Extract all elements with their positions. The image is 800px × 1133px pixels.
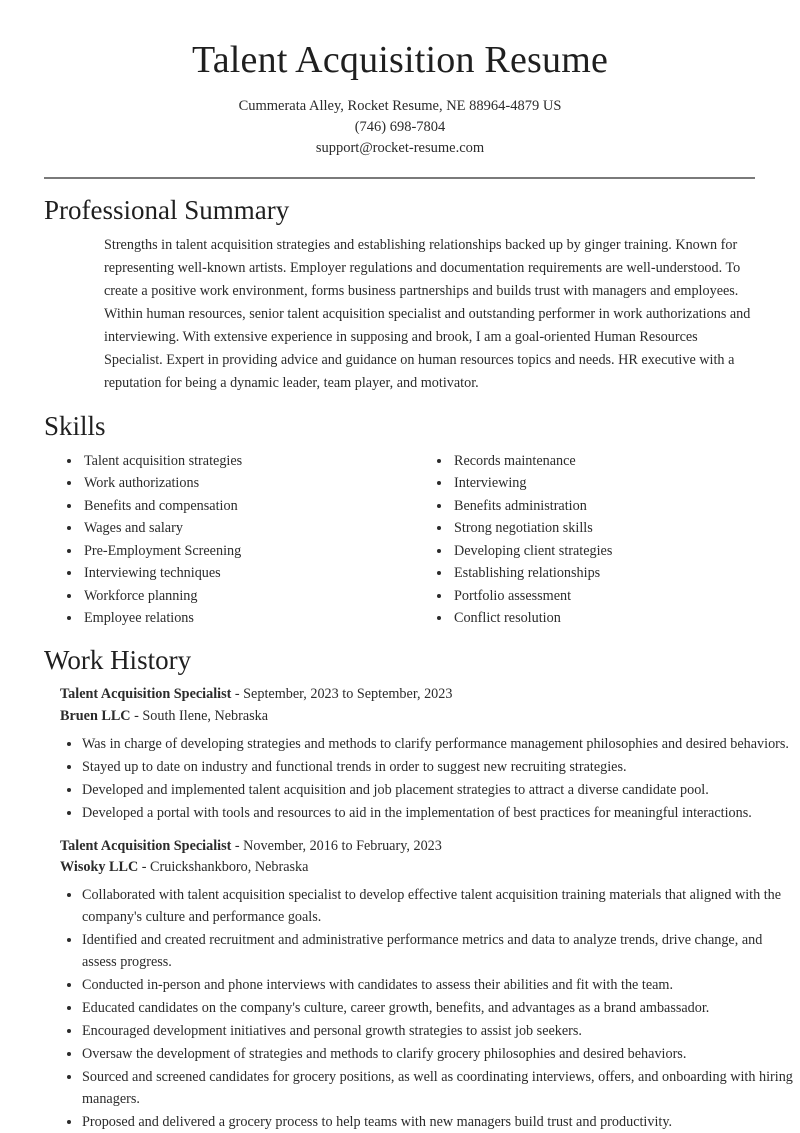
skill-item: • Benefits and compensation	[82, 495, 430, 517]
skill-item: • Work authorizations	[82, 472, 430, 494]
skill-item: • Conflict resolution	[452, 607, 800, 629]
skill-item: • Wages and salary	[82, 517, 430, 539]
skill-item: • Developing client strategies	[452, 540, 800, 562]
summary-text: Strengths in talent acquisition strategies and establishing relationships backed up by ginger training. Known for representing well-known artists. Employer regulations and documentation requirements are well-understood. To create a positive work environment, forms business partnerships and builds trust with managers and employees. Within human resources, senior talent acquisition specialist and outstanding performer in work authorizations and interviewing. With extensive experience in supposing and brook, I am a goal-oriented Human Resources Specialist. Expert in providing advice and guidance on human resources topics and needs. HR executive with a reputation for being a dynamic leader, team player, and motivator.	[104, 236, 751, 391]
job-bullet: • Was in charge of developing strategies and methods to clarify performance management philosophies and desired behaviors.	[82, 733, 800, 755]
work-history-section	[0, 645, 800, 676]
contact-phone: (746) 698-7804	[354, 118, 446, 135]
job-role: Talent Acquisition Specialist	[60, 837, 232, 854]
job-title-line	[60, 684, 800, 705]
job-bullet: • Identified and created recruitment and administrative performance metrics and data to analyze trends, drive change, and assess progress.	[82, 929, 800, 973]
job-bullet-list	[60, 884, 800, 1133]
job-company: Wisoky LLC	[60, 858, 139, 875]
skill-item: • Benefits administration	[452, 495, 800, 517]
section-heading-skills: Skills	[44, 410, 106, 441]
job-company-line	[60, 857, 800, 878]
job-bullet-list	[60, 733, 800, 824]
job-bullet: • Conducted in-person and phone interviews with candidates to assess their abilities and fit with the team.	[82, 974, 800, 996]
job-location: South Ilene, Nebraska	[142, 707, 269, 724]
job-role: Talent Acquisition Specialist	[60, 686, 232, 703]
skill-item: • Interviewing techniques	[82, 562, 430, 584]
skill-item: • Pre-Employment Screening	[82, 540, 430, 562]
job-bullet: • Encouraged development initiatives and personal growth strategies to assist job seekers.	[82, 1020, 800, 1042]
skills-section	[0, 411, 800, 442]
skill-item: • Employee relations	[82, 607, 430, 629]
job-dates: November, 2016 to February, 2023	[243, 837, 442, 854]
job-dates: September, 2023 to September, 2023	[243, 686, 453, 703]
contact-block	[0, 96, 800, 159]
job-company-line	[60, 706, 800, 727]
job-bullet: • Proposed and delivered a grocery process to help teams with new managers build trust and productivity.	[82, 1111, 800, 1133]
job-location: Cruickshankboro, Nebraska	[150, 858, 309, 875]
skill-item: • Talent acquisition strategies	[82, 450, 430, 472]
job-separator: -	[141, 858, 147, 875]
job-entry	[60, 836, 800, 1133]
job-bullet: • Developed and implemented talent acquisition and job placement strategies to attract a diverse candidate pool.	[82, 779, 800, 801]
job-separator: -	[234, 837, 240, 854]
job-company: Bruen LLC	[60, 707, 131, 724]
job-bullet: • Sourced and screened candidates for grocery positions, as well as coordinating interviews, offers, and onboarding with hiring managers.	[82, 1066, 800, 1110]
section-heading-summary: Professional Summary	[44, 194, 290, 225]
job-title-line	[60, 836, 800, 857]
job-bullet: • Stayed up to date on industry and functional trends in order to suggest new recruiting strategies.	[82, 756, 800, 778]
header-divider	[44, 177, 755, 179]
skills-column-right	[430, 450, 800, 630]
summary-body	[44, 234, 755, 395]
skill-item: • Interviewing	[452, 472, 800, 494]
job-bullet: • Collaborated with talent acquisition specialist to develop effective talent acquisition training materials that aligned with the company's culture and performance goals.	[82, 884, 800, 928]
skills-columns	[0, 450, 800, 630]
job-separator: -	[234, 686, 240, 703]
job-bullet: • Developed a portal with tools and resources to aid in the implementation of best practices for meaningful interactions.	[82, 802, 800, 824]
professional-summary-section	[0, 195, 800, 395]
job-bullet: • Oversaw the development of strategies and methods to clarify grocery philosophies and desired behaviors.	[82, 1043, 800, 1065]
skills-list-left	[60, 450, 430, 630]
skill-item: • Portfolio assessment	[452, 585, 800, 607]
skill-item: • Establishing relationships	[452, 562, 800, 584]
work-history-list	[0, 684, 800, 1132]
section-heading-work-history: Work History	[44, 645, 192, 676]
contact-address: Cummerata Alley, Rocket Resume, NE 88964-4879 US	[238, 97, 562, 114]
skills-list-right	[430, 450, 800, 630]
job-bullet: • Educated candidates on the company's culture, career growth, benefits, and advantages as a brand ambassador.	[82, 997, 800, 1019]
job-entry	[60, 684, 800, 823]
skill-item: • Records maintenance	[452, 450, 800, 472]
contact-email: support@rocket-resume.com	[315, 139, 485, 156]
job-separator: -	[134, 707, 139, 724]
page-title: Talent Acquisition Resume	[191, 39, 609, 81]
skill-item: • Strong negotiation skills	[452, 517, 800, 539]
skill-item: • Workforce planning	[82, 585, 430, 607]
skills-column-left	[60, 450, 430, 630]
